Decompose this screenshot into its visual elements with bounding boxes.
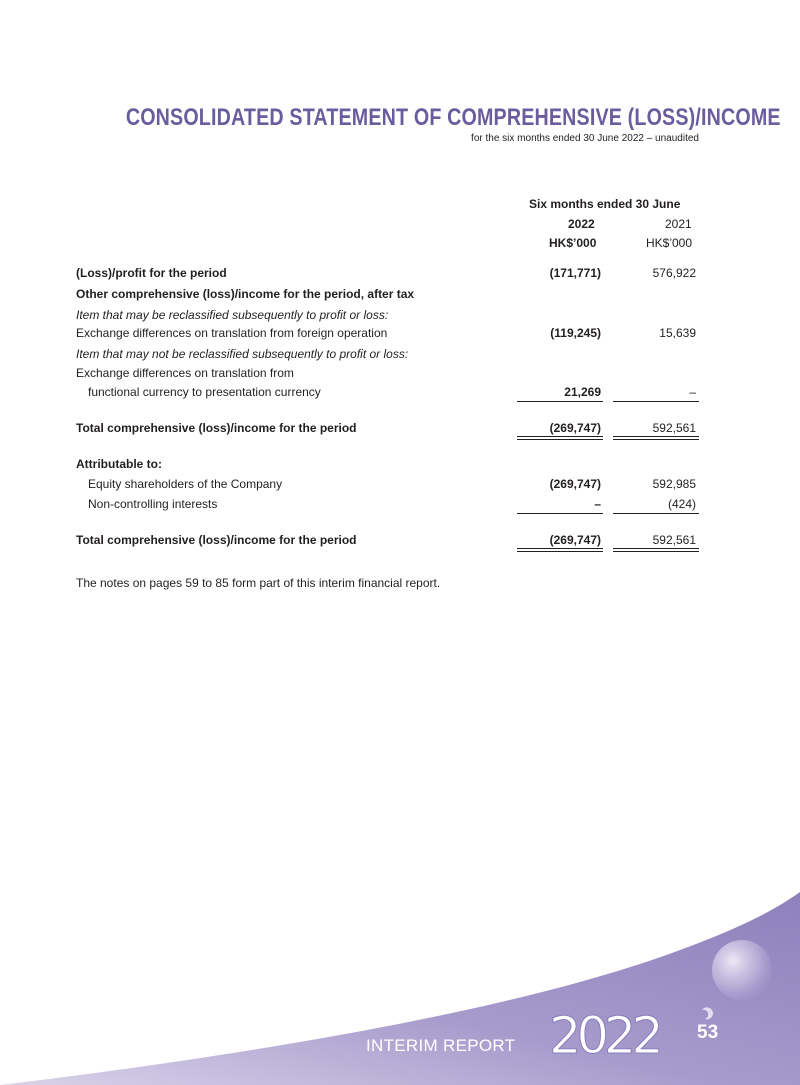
column-year-2022: 2022 <box>568 217 595 231</box>
value-2021: 15,639 <box>659 326 696 340</box>
row-label: Item that may be reclassified subsequently to profit or loss: <box>76 308 389 322</box>
total-rule-2022 <box>517 436 603 440</box>
value-2022: 21,269 <box>564 385 601 399</box>
column-unit-2021: HK$’000 <box>646 236 693 250</box>
value-2021: 592,561 <box>652 533 696 547</box>
row-label: Exchange differences on translation from foreign operation <box>76 326 388 340</box>
footer-report-label: INTERIM REPORT <box>366 1036 516 1055</box>
value-2022: (119,245) <box>550 326 601 340</box>
page-subtitle: for the six months ended 30 June 2022 – unaudited <box>471 133 699 144</box>
row-label: Equity shareholders of the Company <box>88 477 283 491</box>
value-2021: – <box>689 385 696 399</box>
row-label: Non-controlling interests <box>88 497 218 511</box>
subtotal-rule-2021 <box>613 401 699 402</box>
table-row <box>76 266 700 282</box>
table-row <box>76 326 700 342</box>
table-row <box>76 533 700 549</box>
table-row <box>76 287 700 303</box>
row-label: Exchange differences on translation from <box>76 366 294 380</box>
value-2021: 576,922 <box>652 266 696 280</box>
total-rule-2021 <box>613 548 699 552</box>
table-row <box>76 421 700 437</box>
table-row <box>76 477 700 493</box>
row-label: Total comprehensive (loss)/income for the period <box>76 421 357 435</box>
value-2021: 592,561 <box>652 421 696 435</box>
decorative-moon-icon <box>712 940 772 1000</box>
row-label: Item that may not be reclassified subsequently to profit or loss: <box>76 347 409 361</box>
table-row <box>76 347 700 363</box>
subtotal-rule-2022 <box>517 513 603 514</box>
table-row <box>76 308 700 324</box>
footnote: The notes on pages 59 to 85 form part of this interim financial report. <box>76 576 441 590</box>
value-2022: (171,771) <box>549 266 601 280</box>
value-2021: 592,985 <box>652 477 696 491</box>
value-2022: (269,747) <box>549 533 601 547</box>
row-label: functional currency to presentation currency <box>88 385 321 399</box>
table-row <box>76 497 700 513</box>
page-number: 53 <box>697 1022 719 1043</box>
footer-wave-shape <box>0 892 800 1085</box>
value-2022: (269,747) <box>549 477 601 491</box>
row-label: Attributable to: <box>76 457 162 471</box>
subtotal-rule-2022 <box>517 401 603 402</box>
value-2022: – <box>594 497 601 511</box>
value-2021: (424) <box>667 497 696 511</box>
period-header: Six months ended 30 June <box>529 197 681 211</box>
row-label: Other comprehensive (loss)/income for the period, after tax <box>76 287 415 301</box>
row-label: (Loss)/profit for the period <box>76 266 227 280</box>
column-year-2021: 2021 <box>665 217 692 231</box>
table-row <box>76 457 700 473</box>
table-row <box>76 385 700 401</box>
row-label: Total comprehensive (loss)/income for the period <box>76 533 357 547</box>
subtotal-rule-2021 <box>613 513 699 514</box>
column-unit-2022: HK$’000 <box>549 236 597 250</box>
total-rule-2022 <box>517 548 603 552</box>
total-rule-2021 <box>613 436 699 440</box>
page-title: CONSOLIDATED STATEMENT OF COMPREHENSIVE (LOSS)/INCOME <box>125 104 781 131</box>
value-2022: (269,747) <box>549 421 601 435</box>
footer-year: 2022 <box>549 1007 659 1066</box>
table-row <box>76 366 700 382</box>
